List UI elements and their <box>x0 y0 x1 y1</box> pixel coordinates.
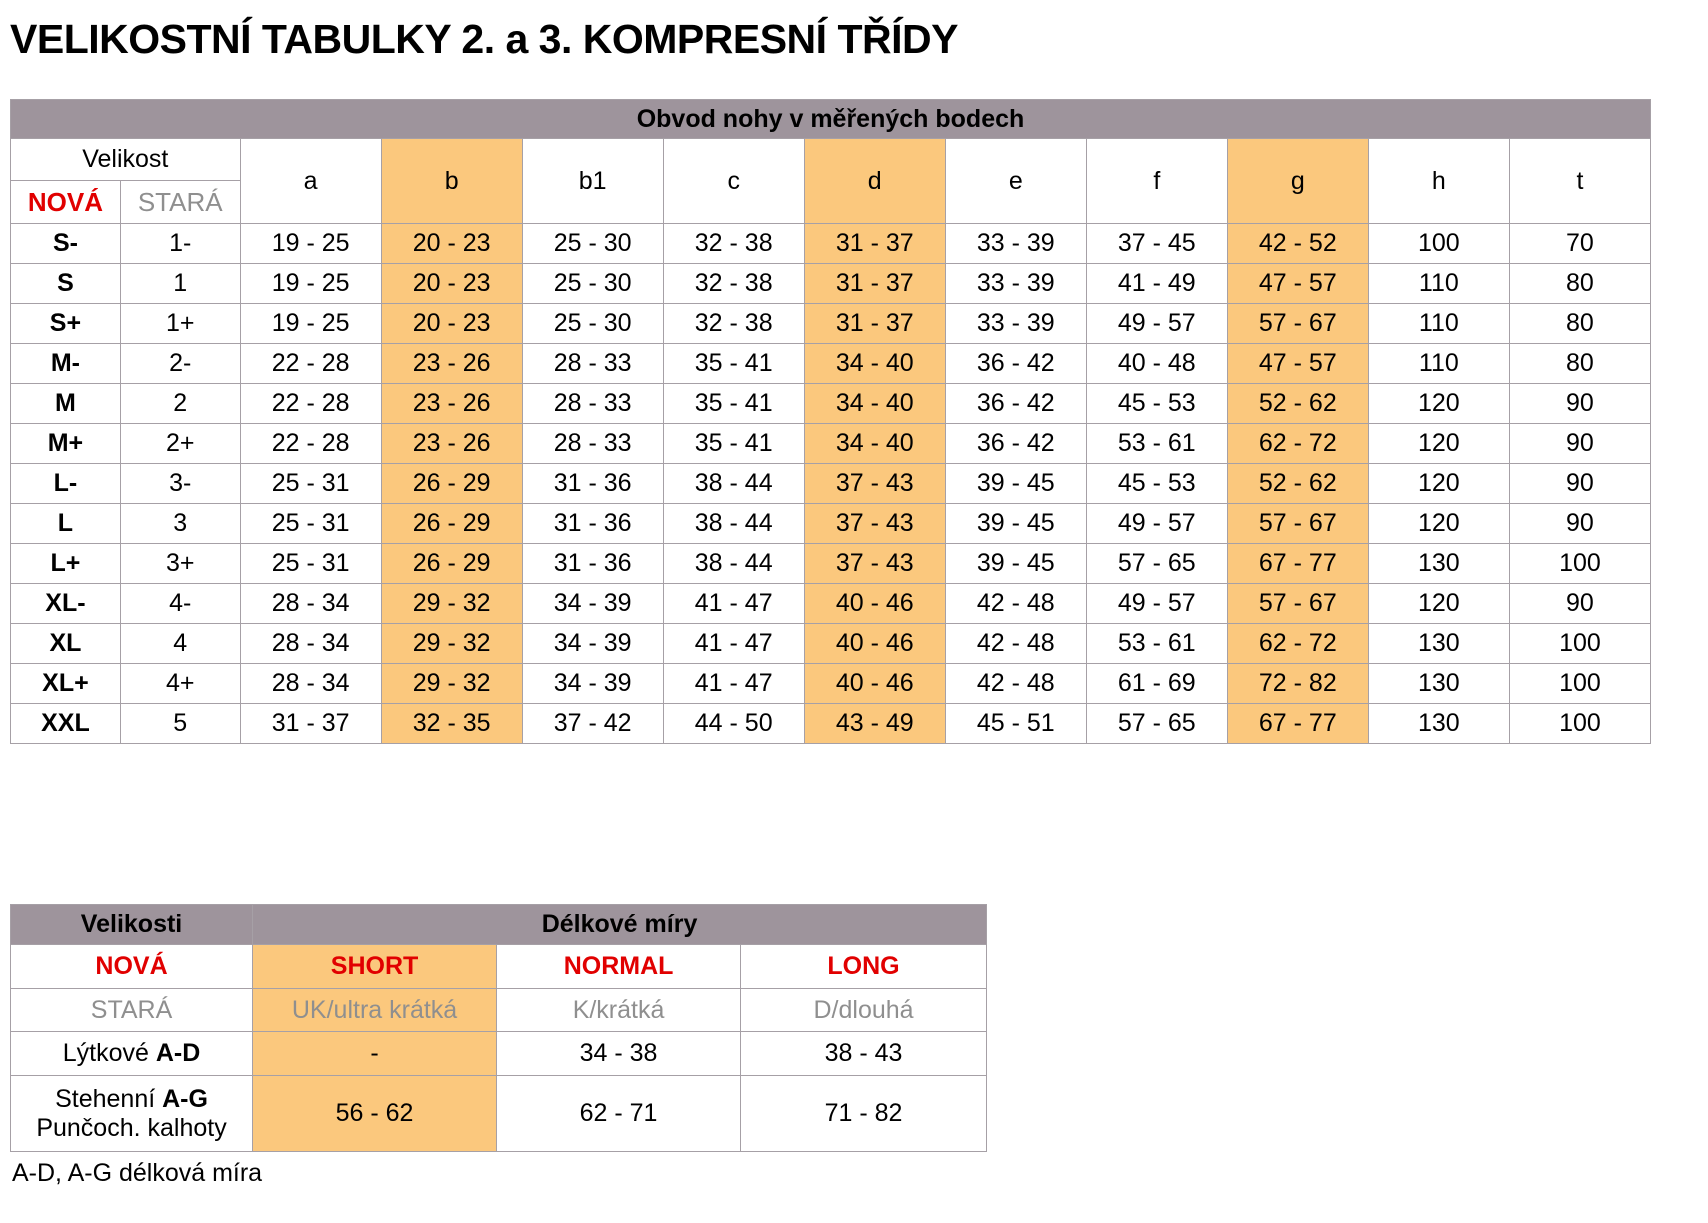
cell-e: 36 - 42 <box>945 344 1086 384</box>
length-thigh-row <box>11 1076 987 1152</box>
cell-d: 40 - 46 <box>804 664 945 704</box>
cell-g: 62 - 72 <box>1227 624 1368 664</box>
cell-old-size: 1- <box>120 224 240 264</box>
length-thigh-label-range: A-G <box>162 1084 208 1113</box>
cell-h: 130 <box>1368 544 1509 584</box>
cell-old-size: 4 <box>120 624 240 664</box>
cell-b: 23 - 26 <box>381 424 522 464</box>
cell-c: 44 - 50 <box>663 704 804 744</box>
cell-old-size: 2 <box>120 384 240 424</box>
cell-d: 31 - 37 <box>804 264 945 304</box>
cell-t: 80 <box>1509 304 1650 344</box>
footnote: A-D, A-G délková míra <box>12 1159 263 1187</box>
length-calf-row <box>11 1032 987 1076</box>
cell-f: 53 - 61 <box>1086 424 1227 464</box>
cell-e: 39 - 45 <box>945 464 1086 504</box>
cell-b: 20 - 23 <box>381 224 522 264</box>
cell-e: 33 - 39 <box>945 224 1086 264</box>
length-new-long: LONG <box>741 945 987 989</box>
cell-h: 120 <box>1368 384 1509 424</box>
length-table <box>10 904 987 1152</box>
cell-t: 90 <box>1509 504 1650 544</box>
cell-old-size: 1 <box>120 264 240 304</box>
cell-g: 42 - 52 <box>1227 224 1368 264</box>
cell-b1: 31 - 36 <box>522 544 663 584</box>
cell-e: 45 - 51 <box>945 704 1086 744</box>
cell-e: 42 - 48 <box>945 664 1086 704</box>
cell-f: 41 - 49 <box>1086 264 1227 304</box>
size-table-row <box>11 424 1651 464</box>
cell-d: 31 - 37 <box>804 304 945 344</box>
length-old-normal: K/krátká <box>497 989 741 1032</box>
cell-c: 41 - 47 <box>663 624 804 664</box>
size-table-title-row <box>11 100 1651 139</box>
cell-g: 62 - 72 <box>1227 424 1368 464</box>
cell-b: 29 - 32 <box>381 624 522 664</box>
cell-b1: 25 - 30 <box>522 304 663 344</box>
length-new-row <box>11 945 987 989</box>
cell-d: 37 - 43 <box>804 464 945 504</box>
new-size-column-header: NOVÁ <box>11 181 121 224</box>
measure-column-header-e: e <box>945 139 1086 224</box>
cell-g: 67 - 77 <box>1227 544 1368 584</box>
cell-new-size: M <box>11 384 121 424</box>
cell-new-size: L <box>11 504 121 544</box>
length-thigh-label <box>11 1076 253 1152</box>
cell-new-size: S <box>11 264 121 304</box>
cell-a: 22 - 28 <box>240 424 381 464</box>
cell-b: 20 - 23 <box>381 304 522 344</box>
size-table-row <box>11 664 1651 704</box>
cell-a: 31 - 37 <box>240 704 381 744</box>
cell-g: 52 - 62 <box>1227 464 1368 504</box>
cell-e: 33 - 39 <box>945 264 1086 304</box>
cell-g: 57 - 67 <box>1227 504 1368 544</box>
old-size-column-header: STARÁ <box>120 181 240 224</box>
cell-c: 38 - 44 <box>663 464 804 504</box>
cell-old-size: 1+ <box>120 304 240 344</box>
cell-e: 39 - 45 <box>945 504 1086 544</box>
page-title: VELIKOSTNÍ TABULKY 2. a 3. KOMPRESNÍ TŘÍDY <box>10 16 958 62</box>
length-thigh-label-text: Stehenní <box>55 1084 163 1113</box>
size-table-row <box>11 344 1651 384</box>
length-new-label: NOVÁ <box>11 945 253 989</box>
length-calf-normal: 34 - 38 <box>497 1032 741 1076</box>
cell-d: 43 - 49 <box>804 704 945 744</box>
cell-c: 35 - 41 <box>663 344 804 384</box>
cell-h: 130 <box>1368 624 1509 664</box>
cell-b1: 34 - 39 <box>522 624 663 664</box>
cell-h: 120 <box>1368 504 1509 544</box>
measure-column-header-c: c <box>663 139 804 224</box>
cell-a: 22 - 28 <box>240 344 381 384</box>
size-column-group-header: Velikost <box>11 139 241 181</box>
cell-g: 52 - 62 <box>1227 384 1368 424</box>
cell-b: 32 - 35 <box>381 704 522 744</box>
cell-b: 29 - 32 <box>381 584 522 624</box>
cell-t: 70 <box>1509 224 1650 264</box>
cell-c: 38 - 44 <box>663 504 804 544</box>
cell-e: 42 - 48 <box>945 624 1086 664</box>
cell-old-size: 4+ <box>120 664 240 704</box>
cell-b1: 31 - 36 <box>522 464 663 504</box>
cell-f: 57 - 65 <box>1086 704 1227 744</box>
cell-a: 19 - 25 <box>240 264 381 304</box>
size-table-title: Obvod nohy v měřených bodech <box>11 100 1651 139</box>
length-table-header-row <box>11 905 987 945</box>
cell-new-size: L+ <box>11 544 121 584</box>
cell-h: 110 <box>1368 304 1509 344</box>
cell-g: 72 - 82 <box>1227 664 1368 704</box>
cell-new-size: L- <box>11 464 121 504</box>
cell-f: 45 - 53 <box>1086 384 1227 424</box>
cell-d: 37 - 43 <box>804 504 945 544</box>
measure-column-header-b: b <box>381 139 522 224</box>
cell-new-size: M+ <box>11 424 121 464</box>
length-new-short: SHORT <box>253 945 497 989</box>
measure-column-header-f: f <box>1086 139 1227 224</box>
length-thigh-label-line1 <box>15 1085 248 1114</box>
cell-a: 28 - 34 <box>240 664 381 704</box>
cell-f: 49 - 57 <box>1086 304 1227 344</box>
cell-new-size: M- <box>11 344 121 384</box>
cell-new-size: S- <box>11 224 121 264</box>
cell-b1: 31 - 36 <box>522 504 663 544</box>
cell-old-size: 2- <box>120 344 240 384</box>
cell-b: 26 - 29 <box>381 504 522 544</box>
cell-d: 34 - 40 <box>804 424 945 464</box>
cell-a: 25 - 31 <box>240 464 381 504</box>
cell-b: 20 - 23 <box>381 264 522 304</box>
cell-b1: 28 - 33 <box>522 384 663 424</box>
cell-f: 53 - 61 <box>1086 624 1227 664</box>
measure-column-header-d: d <box>804 139 945 224</box>
cell-f: 49 - 57 <box>1086 504 1227 544</box>
cell-old-size: 2+ <box>120 424 240 464</box>
size-table-row <box>11 304 1651 344</box>
cell-b1: 37 - 42 <box>522 704 663 744</box>
cell-t: 100 <box>1509 544 1650 584</box>
cell-c: 41 - 47 <box>663 664 804 704</box>
cell-b1: 34 - 39 <box>522 664 663 704</box>
cell-old-size: 3 <box>120 504 240 544</box>
cell-h: 110 <box>1368 264 1509 304</box>
length-calf-long: 38 - 43 <box>741 1032 987 1076</box>
size-table-body <box>11 224 1651 744</box>
size-table-row <box>11 544 1651 584</box>
cell-g: 57 - 67 <box>1227 304 1368 344</box>
size-table-row <box>11 464 1651 504</box>
cell-t: 100 <box>1509 704 1650 744</box>
cell-h: 110 <box>1368 344 1509 384</box>
cell-b1: 34 - 39 <box>522 584 663 624</box>
cell-b1: 25 - 30 <box>522 224 663 264</box>
cell-g: 47 - 57 <box>1227 264 1368 304</box>
size-table <box>10 99 1651 744</box>
cell-g: 47 - 57 <box>1227 344 1368 384</box>
cell-old-size: 3+ <box>120 544 240 584</box>
cell-t: 100 <box>1509 664 1650 704</box>
cell-e: 36 - 42 <box>945 424 1086 464</box>
cell-f: 61 - 69 <box>1086 664 1227 704</box>
cell-f: 57 - 65 <box>1086 544 1227 584</box>
length-thigh-long: 71 - 82 <box>741 1076 987 1152</box>
cell-b: 26 - 29 <box>381 544 522 584</box>
cell-b: 23 - 26 <box>381 344 522 384</box>
cell-old-size: 4- <box>120 584 240 624</box>
cell-new-size: XL- <box>11 584 121 624</box>
measure-column-header-h: h <box>1368 139 1509 224</box>
cell-f: 37 - 45 <box>1086 224 1227 264</box>
cell-b1: 28 - 33 <box>522 424 663 464</box>
length-thigh-normal: 62 - 71 <box>497 1076 741 1152</box>
cell-f: 45 - 53 <box>1086 464 1227 504</box>
cell-e: 36 - 42 <box>945 384 1086 424</box>
cell-h: 120 <box>1368 584 1509 624</box>
measure-column-header-a: a <box>240 139 381 224</box>
cell-h: 100 <box>1368 224 1509 264</box>
cell-d: 37 - 43 <box>804 544 945 584</box>
length-old-label: STARÁ <box>11 989 253 1032</box>
cell-f: 40 - 48 <box>1086 344 1227 384</box>
cell-t: 90 <box>1509 384 1650 424</box>
cell-c: 38 - 44 <box>663 544 804 584</box>
size-table-row <box>11 224 1651 264</box>
cell-a: 25 - 31 <box>240 544 381 584</box>
cell-h: 120 <box>1368 424 1509 464</box>
cell-t: 90 <box>1509 584 1650 624</box>
cell-d: 34 - 40 <box>804 344 945 384</box>
length-old-short: UK/ultra krátká <box>253 989 497 1032</box>
cell-new-size: XL+ <box>11 664 121 704</box>
cell-h: 130 <box>1368 664 1509 704</box>
cell-g: 67 - 77 <box>1227 704 1368 744</box>
cell-g: 57 - 67 <box>1227 584 1368 624</box>
cell-b: 26 - 29 <box>381 464 522 504</box>
cell-d: 34 - 40 <box>804 384 945 424</box>
measure-column-header-g: g <box>1227 139 1368 224</box>
cell-b: 23 - 26 <box>381 384 522 424</box>
cell-b1: 25 - 30 <box>522 264 663 304</box>
cell-d: 40 - 46 <box>804 584 945 624</box>
length-calf-label-text: Lýtkové <box>62 1039 156 1067</box>
length-thigh-short: 56 - 62 <box>253 1076 497 1152</box>
cell-a: 22 - 28 <box>240 384 381 424</box>
size-table-row <box>11 584 1651 624</box>
cell-c: 32 - 38 <box>663 264 804 304</box>
length-calf-short: - <box>253 1032 497 1076</box>
cell-c: 35 - 41 <box>663 424 804 464</box>
cell-a: 28 - 34 <box>240 584 381 624</box>
cell-b: 29 - 32 <box>381 664 522 704</box>
length-new-normal: NORMAL <box>497 945 741 989</box>
size-table-row <box>11 704 1651 744</box>
cell-e: 39 - 45 <box>945 544 1086 584</box>
cell-a: 25 - 31 <box>240 504 381 544</box>
size-table-row <box>11 384 1651 424</box>
cell-t: 80 <box>1509 264 1650 304</box>
cell-h: 120 <box>1368 464 1509 504</box>
cell-a: 28 - 34 <box>240 624 381 664</box>
cell-d: 40 - 46 <box>804 624 945 664</box>
size-table-header-row <box>11 139 1651 181</box>
cell-new-size: S+ <box>11 304 121 344</box>
cell-d: 31 - 37 <box>804 224 945 264</box>
cell-t: 100 <box>1509 624 1650 664</box>
cell-old-size: 5 <box>120 704 240 744</box>
length-old-row <box>11 989 987 1032</box>
cell-t: 90 <box>1509 424 1650 464</box>
length-old-long: D/dlouhá <box>741 989 987 1032</box>
measure-column-header-b1: b1 <box>522 139 663 224</box>
size-table-row <box>11 264 1651 304</box>
cell-t: 90 <box>1509 464 1650 504</box>
cell-t: 80 <box>1509 344 1650 384</box>
cell-f: 49 - 57 <box>1086 584 1227 624</box>
cell-c: 41 - 47 <box>663 584 804 624</box>
cell-new-size: XL <box>11 624 121 664</box>
cell-new-size: XXL <box>11 704 121 744</box>
length-table-title: Délkové míry <box>253 905 987 945</box>
measure-column-header-t: t <box>1509 139 1650 224</box>
cell-a: 19 - 25 <box>240 304 381 344</box>
size-table-row <box>11 504 1651 544</box>
length-thigh-label-line2: Punčoch. kalhoty <box>36 1113 227 1142</box>
length-table-sizes-header: Velikosti <box>11 905 253 945</box>
cell-c: 35 - 41 <box>663 384 804 424</box>
length-calf-label-range: A-D <box>155 1039 201 1067</box>
cell-e: 33 - 39 <box>945 304 1086 344</box>
length-calf-label <box>11 1032 253 1076</box>
size-table-row <box>11 624 1651 664</box>
cell-old-size: 3- <box>120 464 240 504</box>
cell-a: 19 - 25 <box>240 224 381 264</box>
cell-c: 32 - 38 <box>663 304 804 344</box>
cell-h: 130 <box>1368 704 1509 744</box>
cell-b1: 28 - 33 <box>522 344 663 384</box>
cell-c: 32 - 38 <box>663 224 804 264</box>
cell-e: 42 - 48 <box>945 584 1086 624</box>
